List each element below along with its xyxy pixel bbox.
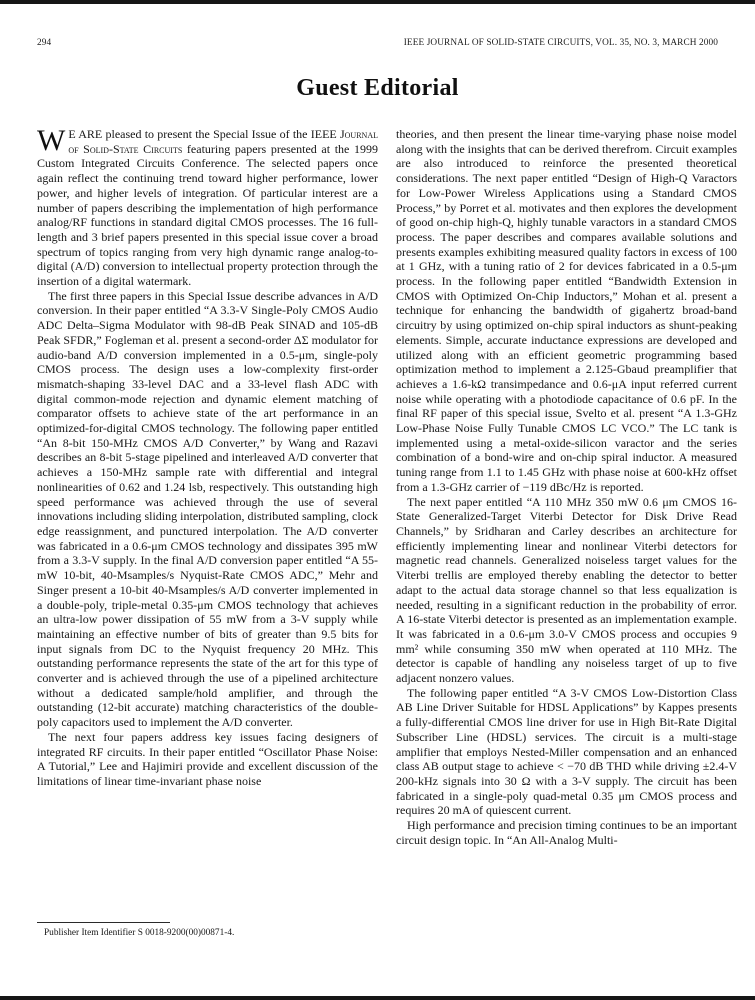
- journal-citation: IEEE JOURNAL OF SOLID-STATE CIRCUITS, VOL. 35, NO. 3, MARCH 2000: [403, 38, 718, 48]
- scan-edge-bottom: [0, 996, 755, 1000]
- paragraph-line-driver: The following paper entitled “A 3-V CMOS Low-Distortion Class AB Line Driver Suitable for HDSL Applications” by Kappes presents a fully-differential CMOS line driver for use in High Bit-Rate Digital Subscriber Line (HDSL) services. The circuit is a multi-stage amplifier that employs Nested-Miller compensation and an enhanced class AB output stage to achieve < −70 dB THD while driving ±2.4-V 200-kHz signals into 30 Ω with a 3-V supply. The circuit has been fabricated in a single-poly quad-metal 0.35 μm CMOS process and requires 20 mA of quiescent current.: [396, 685, 737, 818]
- dropcap-w: W: [37, 124, 66, 157]
- paragraph-adc: The first three papers in this Special Issue describe advances in A/D conversion. In their paper entitled “A 3.3-V Single-Poly CMOS Audio ADC Delta–Sigma Modulator with 98-dB Peak SINAD and 105-dB Peak SFDR,” Fogleman et al. present a second-order ΔΣ modulator for audio-band A/D conversion implemented in a 0.5-μm, single-poly CMOS process. The design uses a low-complexity first-order mismatch-shaping 33-level DAC and a 33-level flash ADC with digital common-mode rejection and dynamic element matching of comparator offsets to achieve state of the art performance in an optimized-for-digital CMOS technology. The following paper entitled “An 8-bit 150-MHz CMOS A/D Converter,” by Wang and Razavi describes an 8-bit 5-stage pipelined and interleaved A/D converter that achieves a 150-MHz sample rate with differential and integral nonlinearities of 0.62 and 1.24 lsb, respectively. This outstanding high speed performance was achieved through the use of several innovations including sliding interpolation, distributed sampling, clock edge reassignment, and punctured interpolation. The A/D converter was fabricated in a 0.6-μm CMOS technology and dissipates 395 mW from a 3.3-V supply. In the final A/D conversion paper entitled “A 55-mW 10-bit, 40-Msamples/s Nyquist-Rate CMOS ADC,” Mehr and Singer present a 10-bit 40-Msamples/s A/D converter implemented in a double-poly, triple-metal 0.35-μm CMOS technology that achieves an ultra-low power dissipation of 55 mW from a 3-V supply while maintaining an effective number of bits of greater than 9.5 bits for input signals from DC to the Nyquist frequency 20 MHz. This outstanding performance represents the state of the art for this type of converter and is achieved through the use of a pipelined architecture without a dedicated sample/hold amplifier, and through the outstanding (12-bit accurate) matching characteristics of the double-poly capacitors used to implement the A/D converter.: [37, 288, 378, 730]
- paragraph-rf-continued: theories, and then present the linear time-varying phase noise model along with the insights that can be derived therefrom. Circuit examples are also introduced to reinforce the presented theoretical considerations. The next paper entitled “Design of High-Q Varactors for Low-Power Wireless Applications using a Standard CMOS Process,” by Porret et al. motivates and then explores the development of good on-chip high-Q, highly tunable varactors in a standard CMOS process. The paper describes and compares available solutions and presents examples exhibiting measured quality factors in excess of 100 at 1 GHz, with a tuning ratio of 2 for devices fabricated in a 0.5-μm process. In the following paper entitled “Bandwidth Extension in CMOS with Optimized On-Chip Inductors,” Mohan et al. present a technique for enhancing the bandwidth of gigahertz broad-band circuitry by using optimized on-chip spiral inductors as shunt-peaking elements. Simple, accurate inductance expressions are developed and utilized along with an efficient geometric programming based optimization method to implement a 2.125-Gbaud preamplifier that achieves a 1.6-kΩ transimpedance and 0.6-μA input referred current noise while operating with a photodiode capacitance of 0.6 pF. In the final RF paper of this special issue, Svelto et al. present “A 1.3-GHz Low-Phase Noise Fully Tunable CMOS LC VCO.” The LC tank is implemented using a metal-oxide-silicon varactor and the series combination of a bond-wire and on-chip spiral inductor. A measured tuning range from 1.1 to 1.45 GHz with phase noise at 600-kHz offset from a 1.3-GHz carrier of −119 dBc/Hz is reported.: [396, 127, 737, 494]
- running-header: [37, 38, 718, 48]
- right-column: [396, 127, 737, 945]
- journal-name-smallcaps: IEEE Journal of Solid-State Circuits: [68, 127, 378, 156]
- paragraph-rf-intro: The next four papers address key issues facing designers of integrated RF circuits. In their paper entitled “Oscillator Phase Noise: A Tutorial,” Lee and Hajimiri provide and excellent discussion of the limitations of linear time-invariant phase noise: [37, 729, 378, 788]
- left-column: [37, 124, 378, 945]
- intro-paragraph: [37, 124, 378, 289]
- two-column-body: [37, 124, 737, 945]
- footnote-rule: [37, 922, 170, 923]
- page-title: Guest Editorial: [296, 75, 459, 101]
- footnote: [37, 922, 378, 939]
- paragraph-viterbi: The next paper entitled “A 110 MHz 350 mW 0.6 μm CMOS 16-State Generalized-Target Viterbi Detector for Disk Drive Read Channels,” by Sridharan and Carley describes an architecture for efficiently implementing linear and nonlinear Viterbi detectors for magnetic read channels. Generalized noiseless target values for the Viterbi trellis are employed thereby enabling the detector to better adapt to the actual data storage channel so that less equalization is needed, resulting in a significant reduction in the probability of error. A 16-state Viterbi detector is presented as an implementation example. It was fabricated in a 0.6-μm 3.0-V CMOS process and occupies 9 mm² while consuming 350 mW when operated at 110 MHz. The detector is capable of handling any noiseless target of up to five adjacent nonzero values.: [396, 494, 737, 686]
- page-number: 294: [37, 38, 52, 48]
- paragraph-timing: High performance and precision timing continues to be an important circuit design topic. In “An All-Analog Multi-: [396, 818, 737, 847]
- intro-lead: E ARE pleased to present the Special Issue of the: [68, 127, 311, 141]
- publisher-item-identifier: Publisher Item Identifier S 0018-9200(00)00871-4.: [44, 928, 235, 938]
- intro-rest: featuring papers presented at the 1999 Custom Integrated Circuits Conference. The selected papers once again reflect the continuing trend toward higher performance, lower power, and higher levels of integration. Of particular interest are a number of papers describing the implementation of high performance analog/RF functions in standard digital CMOS processes. The 16 full-length and 3 brief papers presented in this special issue cover a broad spectrum of topics ranging from very high dynamic range analog-to-digital (A/D) conversion to intellectual property protection through the insertion of a digital watermark.: [37, 141, 378, 289]
